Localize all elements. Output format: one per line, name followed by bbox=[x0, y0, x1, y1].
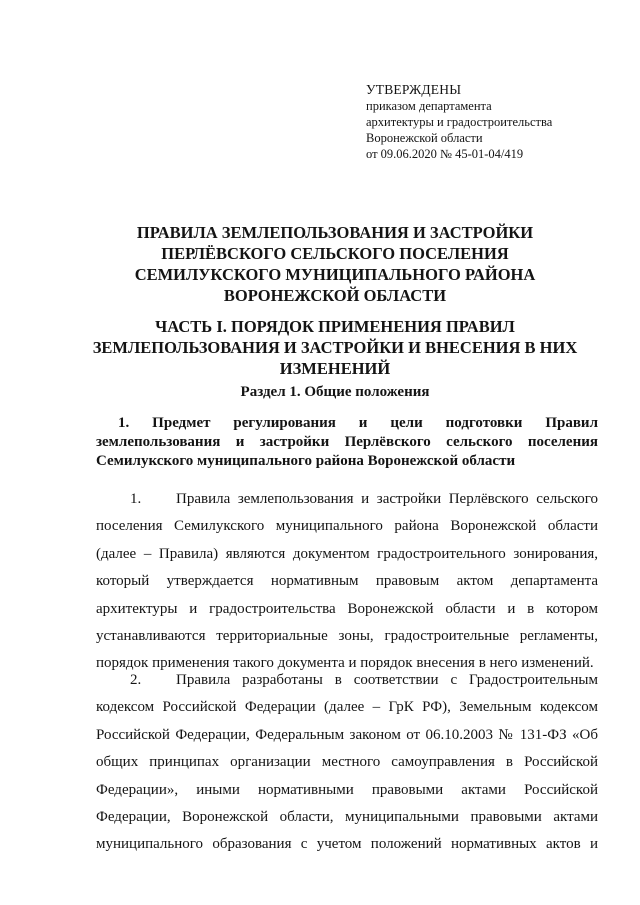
paragraph-1 bbox=[96, 486, 598, 678]
paragraph-line: кодексом Российской Федерации (далее – ГрК РФ), Земельным кодексом bbox=[96, 699, 598, 716]
article-heading-line: землепользования и застройки Перлёвского сельского поселения bbox=[96, 434, 598, 450]
document-title bbox=[80, 222, 590, 306]
part-title-line: ЧАСТЬ I. ПОРЯДОК ПРИМЕНЕНИЯ ПРАВИЛ bbox=[155, 317, 515, 336]
approval-heading: УТВЕРЖДЕНЫ bbox=[366, 82, 462, 97]
approval-line: приказом департамента bbox=[366, 99, 492, 113]
paragraph-number: 2. bbox=[130, 672, 142, 688]
title-line: ВОРОНЕЖСКОЙ ОБЛАСТИ bbox=[223, 286, 447, 305]
paragraph-line: муниципального образования с учетом положений нормативных актов и bbox=[96, 836, 598, 853]
paragraph-line: Федерации, Воронежской области, муниципальными правовыми актами bbox=[96, 808, 598, 825]
part-title bbox=[80, 316, 590, 379]
approval-line: от 09.06.2020 № 45-01-04/419 bbox=[366, 147, 524, 161]
paragraph-line: 1. Правила землепользования и застройки Перлёвского сельского bbox=[96, 486, 598, 513]
part-title-line: ИЗМЕНЕНИЙ bbox=[279, 359, 391, 378]
paragraph-line: устанавливаются территориальные зоны, градостроительные регламенты, bbox=[96, 627, 598, 644]
paragraph-line: порядок применения такого документа и порядок внесения в него изменений. bbox=[96, 655, 594, 672]
title-line: ПРАВИЛА ЗЕМЛЕПОЛЬЗОВАНИЯ И ЗАСТРОЙКИ bbox=[136, 223, 534, 242]
title-line: СЕМИЛУКСКОГО МУНИЦИПАЛЬНОГО РАЙОНА bbox=[134, 265, 536, 284]
paragraph-line: поселения Семилукского муниципального района Воронежской области bbox=[96, 518, 598, 535]
paragraph-line: архитектуры и градостроительства Воронежской области и в котором bbox=[96, 600, 598, 617]
approval-line: архитектуры и градостроительства bbox=[366, 115, 553, 129]
article-heading bbox=[96, 414, 598, 471]
paragraph-line: который утверждается нормативным правовым актом департамента bbox=[96, 573, 598, 590]
paragraph-line: общих принципах организации местного самоуправления в Российской bbox=[96, 754, 598, 771]
paragraph-line: 2. Правила разработаны в соответствии с Градостроительным bbox=[96, 667, 598, 694]
title-line: ПЕРЛЁВСКОГО СЕЛЬСКОГО ПОСЕЛЕНИЯ bbox=[161, 244, 509, 263]
part-title-line: ЗЕМЛЕПОЛЬЗОВАНИЯ И ЗАСТРОЙКИ И ВНЕСЕНИЯ В НИХ bbox=[92, 338, 578, 357]
approval-line: Воронежской области bbox=[366, 131, 483, 145]
paragraph-number: 1. bbox=[130, 491, 142, 507]
paragraph-line: (далее – Правила) являются документом градостроительного зонирования, bbox=[96, 545, 598, 562]
article-heading-line: Семилукского муниципального района Воронежской области bbox=[96, 453, 516, 469]
paragraph-line: Российской Федерации, Федеральным законом от 06.10.2003 № 131-ФЗ «Об bbox=[96, 726, 598, 743]
section-heading: Раздел 1. Общие положения bbox=[240, 384, 430, 400]
approval-stamp bbox=[366, 82, 552, 162]
article-heading-line: 1. Предмет регулирования и цели подготовки Правил bbox=[118, 415, 598, 431]
paragraph-line: Федерации», иными нормативными правовыми актами Российской bbox=[96, 781, 598, 798]
paragraph-2 bbox=[96, 667, 598, 859]
